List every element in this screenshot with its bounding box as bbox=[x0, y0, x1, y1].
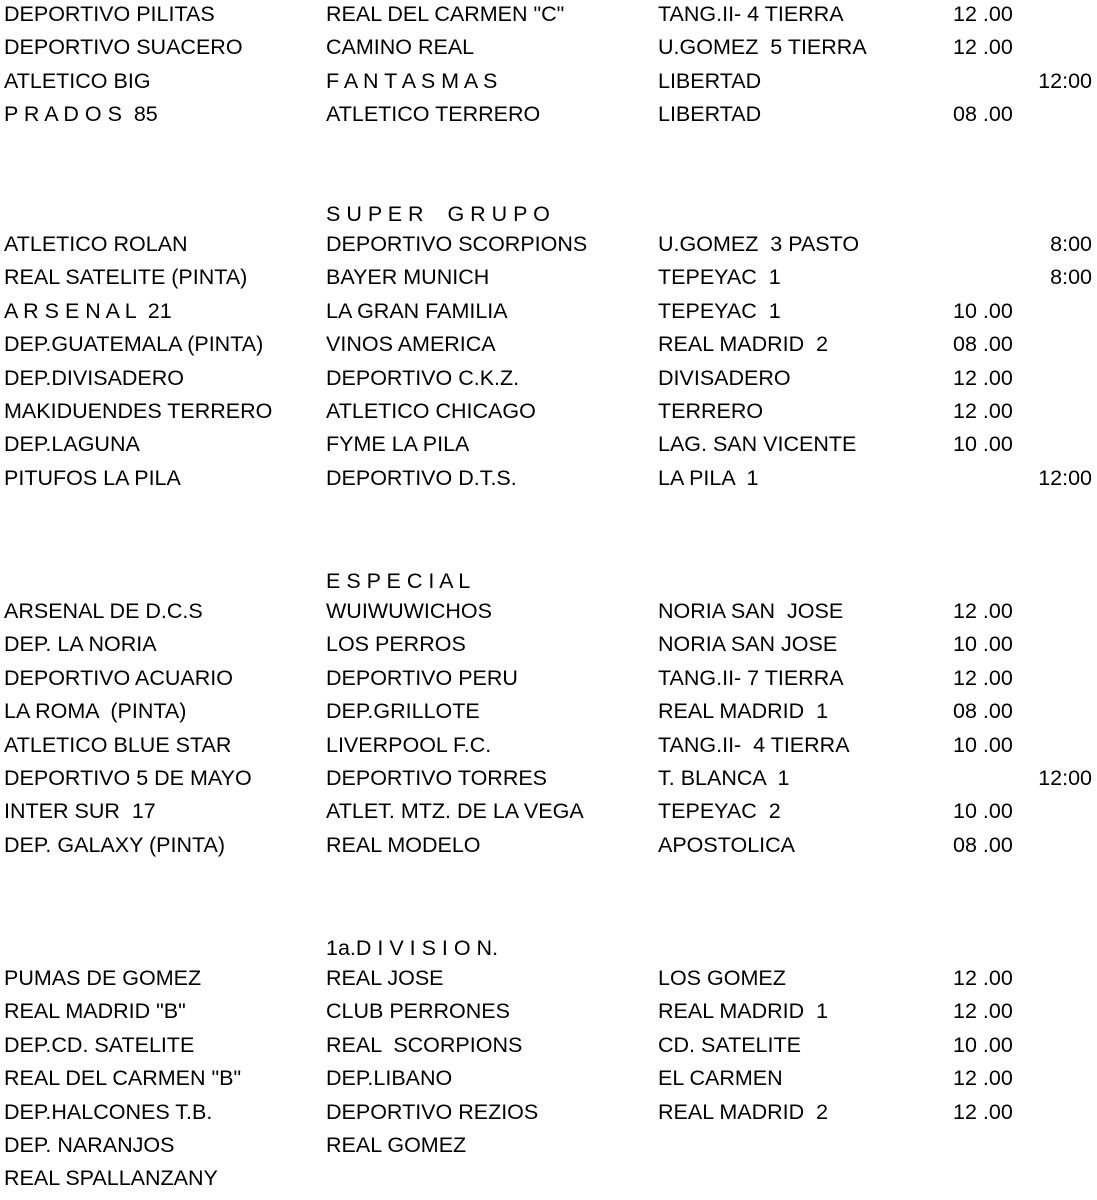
match-row bbox=[0, 395, 1097, 428]
field-name: U.GOMEZ 5 TIERRA bbox=[658, 35, 867, 60]
field-name: TERRERO bbox=[658, 399, 764, 423]
match-row bbox=[0, 962, 1097, 995]
home-team: REAL SPALLANZANY bbox=[4, 1166, 218, 1191]
field-name: CD. SATELITE bbox=[658, 1032, 801, 1057]
field-name: U.GOMEZ 3 PASTO bbox=[658, 232, 860, 256]
home-team: PITUFOS LA PILA bbox=[4, 465, 181, 490]
match-row bbox=[0, 98, 1097, 131]
match-time: 12 .00 bbox=[953, 1099, 1013, 1124]
away-team: LA GRAN FAMILIA bbox=[326, 298, 508, 323]
away-team: LOS PERROS bbox=[326, 632, 466, 657]
field-name: TEPEYAC 1 bbox=[658, 298, 781, 323]
away-team: REAL JOSE bbox=[326, 966, 444, 990]
match-row bbox=[0, 829, 1097, 862]
field-name: DIVISADERO bbox=[658, 365, 791, 390]
home-team: DEP. LA NORIA bbox=[4, 632, 157, 657]
match-row bbox=[0, 0, 1097, 31]
field-name: REAL MADRID 2 bbox=[658, 332, 829, 357]
away-team: ATLETICO CHICAGO bbox=[326, 399, 536, 423]
field-name: TEPEYAC 1 bbox=[658, 265, 781, 290]
field-name: LAG. SAN VICENTE bbox=[658, 432, 857, 457]
match-time: 12 .00 bbox=[953, 365, 1013, 390]
match-time: 12 .00 bbox=[953, 2, 1013, 26]
field-name: TANG.II- 7 TIERRA bbox=[658, 665, 844, 690]
field-name: REAL MADRID 1 bbox=[658, 999, 829, 1024]
match-time: 08 .00 bbox=[953, 102, 1013, 127]
field-name: LOS GOMEZ bbox=[658, 966, 786, 990]
match-row bbox=[0, 462, 1097, 495]
home-team: ARSENAL DE D.C.S bbox=[4, 599, 203, 623]
field-name: LIBERTAD bbox=[658, 102, 762, 127]
away-team: BAYER MUNICH bbox=[326, 265, 490, 290]
home-team: DEPORTIVO 5 DE MAYO bbox=[4, 766, 252, 790]
away-team: DEPORTIVO C.K.Z. bbox=[326, 365, 520, 390]
section-heading: E S P E C I A L bbox=[326, 569, 471, 593]
away-team: REAL MODELO bbox=[326, 832, 481, 857]
away-team: F A N T A S M A S bbox=[326, 68, 498, 93]
field-name: NORIA SAN JOSE bbox=[658, 599, 844, 623]
away-team: DEPORTIVO TORRES bbox=[326, 766, 548, 790]
home-team: DEP.CD. SATELITE bbox=[4, 1032, 195, 1057]
away-team: DEPORTIVO PERU bbox=[326, 665, 518, 690]
away-team: REAL GOMEZ bbox=[326, 1133, 467, 1157]
match-row bbox=[0, 1129, 1097, 1162]
field-name: LA PILA 1 bbox=[658, 465, 759, 490]
match-time: 12 .00 bbox=[953, 35, 1013, 60]
away-team: FYME LA PILA bbox=[326, 432, 470, 457]
away-team: DEP.LIBANO bbox=[326, 1066, 453, 1091]
match-row bbox=[0, 1062, 1097, 1095]
match-row bbox=[0, 428, 1097, 461]
match-time: 12 .00 bbox=[953, 399, 1013, 423]
match-row bbox=[0, 795, 1097, 828]
match-time: 12 .00 bbox=[953, 999, 1013, 1024]
away-team: ATLETICO TERRERO bbox=[326, 102, 541, 127]
match-time: 10 .00 bbox=[953, 1032, 1013, 1057]
match-row bbox=[0, 762, 1097, 795]
match-time: 12 .00 bbox=[953, 599, 1013, 623]
home-team: INTER SUR 17 bbox=[4, 799, 156, 824]
match-time-right: 8:00 bbox=[1050, 232, 1092, 256]
field-name: REAL MADRID 2 bbox=[658, 1099, 829, 1124]
match-row bbox=[0, 662, 1097, 695]
home-team: ATLETICO ROLAN bbox=[4, 232, 188, 256]
home-team: MAKIDUENDES TERRERO bbox=[4, 399, 273, 423]
match-time: 08 .00 bbox=[953, 832, 1013, 857]
away-team: DEPORTIVO REZIOS bbox=[326, 1099, 539, 1124]
home-team: PUMAS DE GOMEZ bbox=[4, 966, 202, 990]
match-row bbox=[0, 729, 1097, 762]
match-row bbox=[0, 595, 1097, 628]
home-team: ATLETICO BIG bbox=[4, 68, 151, 93]
match-time-right: 12:00 bbox=[1038, 465, 1092, 490]
field-name: NORIA SAN JOSE bbox=[658, 632, 838, 657]
match-time: 10 .00 bbox=[953, 432, 1013, 457]
away-team: REAL SCORPIONS bbox=[326, 1032, 523, 1057]
match-time: 10 .00 bbox=[953, 632, 1013, 657]
field-name: LIBERTAD bbox=[658, 68, 762, 93]
match-row bbox=[0, 362, 1097, 395]
match-row bbox=[0, 1162, 1097, 1195]
match-row bbox=[0, 328, 1097, 361]
away-team: DEP.GRILLOTE bbox=[326, 699, 480, 724]
field-name: TANG.II- 4 TIERRA bbox=[658, 2, 844, 26]
home-team: DEPORTIVO PILITAS bbox=[4, 2, 215, 26]
away-team: CAMINO REAL bbox=[326, 35, 475, 60]
field-name: TANG.II- 4 TIERRA bbox=[658, 732, 850, 757]
home-team: DEP.DIVISADERO bbox=[4, 365, 185, 390]
section-heading: 1a.D I V I S I O N. bbox=[326, 936, 499, 960]
match-time-right: 12:00 bbox=[1038, 68, 1092, 93]
field-name: REAL MADRID 1 bbox=[658, 699, 829, 724]
home-team: REAL MADRID "B" bbox=[4, 999, 186, 1024]
home-team: DEP.HALCONES T.B. bbox=[4, 1099, 213, 1124]
match-row bbox=[0, 1096, 1097, 1129]
home-team: DEP.LAGUNA bbox=[4, 432, 140, 457]
section-heading: S U P E R G R U P O bbox=[326, 202, 550, 226]
home-team: DEPORTIVO ACUARIO bbox=[4, 665, 233, 690]
match-row bbox=[0, 261, 1097, 294]
home-team: DEP. NARANJOS bbox=[4, 1133, 175, 1157]
match-row bbox=[0, 1029, 1097, 1062]
match-row bbox=[0, 31, 1097, 64]
match-time: 12 .00 bbox=[953, 665, 1013, 690]
match-row bbox=[0, 628, 1097, 661]
match-time: 08 .00 bbox=[953, 332, 1013, 357]
match-time-right: 8:00 bbox=[1050, 265, 1092, 290]
match-time: 10 .00 bbox=[953, 799, 1013, 824]
match-time: 10 .00 bbox=[953, 298, 1013, 323]
match-time: 10 .00 bbox=[953, 732, 1013, 757]
match-time: 12 .00 bbox=[953, 1066, 1013, 1091]
away-team: VINOS AMERICA bbox=[326, 332, 496, 357]
away-team: ATLET. MTZ. DE LA VEGA bbox=[326, 799, 584, 824]
field-name: EL CARMEN bbox=[658, 1066, 783, 1091]
match-time-right: 12:00 bbox=[1038, 766, 1092, 790]
away-team: WUIWUWICHOS bbox=[326, 599, 492, 623]
away-team: LIVERPOOL F.C. bbox=[326, 732, 492, 757]
home-team: DEP. GALAXY (PINTA) bbox=[4, 832, 226, 857]
field-name: APOSTOLICA bbox=[658, 832, 796, 857]
match-row bbox=[0, 695, 1097, 728]
match-time: 12 .00 bbox=[953, 966, 1013, 990]
home-team: DEPORTIVO SUACERO bbox=[4, 35, 243, 60]
home-team: REAL SATELITE (PINTA) bbox=[4, 265, 248, 290]
match-row bbox=[0, 995, 1097, 1028]
home-team: LA ROMA (PINTA) bbox=[4, 699, 187, 724]
away-team: DEPORTIVO SCORPIONS bbox=[326, 232, 588, 256]
home-team: REAL DEL CARMEN "B" bbox=[4, 1066, 242, 1091]
away-team: REAL DEL CARMEN "C" bbox=[326, 2, 565, 26]
home-team: DEP.GUATEMALA (PINTA) bbox=[4, 332, 264, 357]
away-team: DEPORTIVO D.T.S. bbox=[326, 465, 517, 490]
home-team: P R A D O S 85 bbox=[4, 102, 158, 127]
field-name: T. BLANCA 1 bbox=[658, 766, 790, 790]
home-team: ATLETICO BLUE STAR bbox=[4, 732, 232, 757]
away-team: CLUB PERRONES bbox=[326, 999, 510, 1024]
match-row bbox=[0, 65, 1097, 98]
match-time: 08 .00 bbox=[953, 699, 1013, 724]
match-row bbox=[0, 228, 1097, 261]
home-team: A R S E N A L 21 bbox=[4, 298, 172, 323]
field-name: TEPEYAC 2 bbox=[658, 799, 781, 824]
match-row bbox=[0, 295, 1097, 328]
